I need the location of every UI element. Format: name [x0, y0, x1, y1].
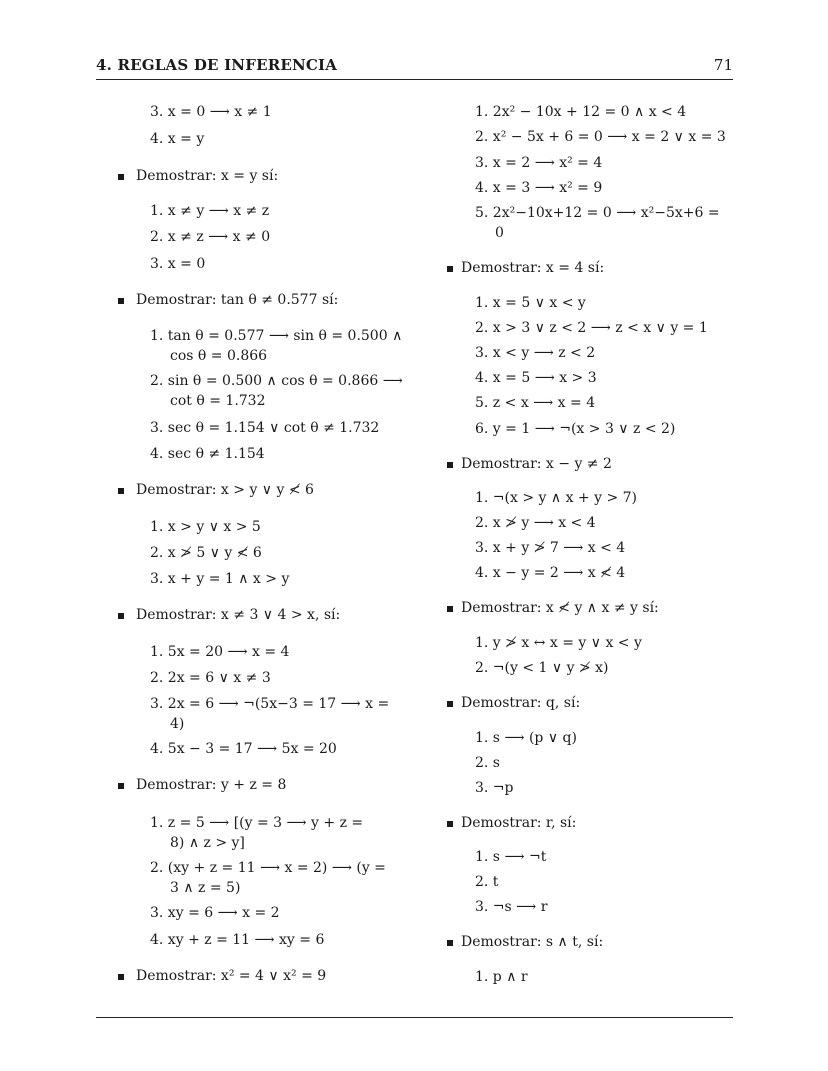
premise-line: 2. s — [475, 755, 500, 771]
premise-line: 1. s ⟶ ¬t — [475, 849, 547, 865]
exercise-heading: Demostrar: x = 4 sí: — [461, 260, 605, 276]
premise-line: 1. tan θ = 0.577 ⟶ sin θ = 0.500 ∧ — [150, 328, 403, 344]
exercise-heading: Demostrar: x ≮ y ∧ x ≠ y sí: — [461, 600, 659, 616]
premise-line: 1. s ⟶ (p ∨ q) — [475, 730, 577, 746]
premise-line: 2. x ≠ z ⟶ x ≠ 0 — [150, 229, 271, 245]
bullet-marker — [447, 266, 453, 272]
bullet-marker — [447, 940, 453, 946]
footer-rule — [96, 1017, 733, 1018]
premise-line: 2. 2x = 6 ∨ x ≠ 3 — [150, 670, 271, 686]
premise-line: 2. x² − 5x + 6 = 0 ⟶ x = 2 ∨ x = 3 — [475, 129, 726, 145]
premise-line: 5. z < x ⟶ x = 4 — [475, 395, 596, 411]
premise-line: 4. x = 5 ⟶ x > 3 — [475, 370, 597, 386]
exercise-heading: Demostrar: x² = 4 ∨ x² = 9 — [136, 968, 327, 984]
bullet-marker — [118, 298, 124, 304]
premise-line: 2. t — [475, 874, 499, 890]
premise-line: 3. sec θ = 1.154 ∨ cot θ ≠ 1.732 — [150, 420, 380, 436]
exercise-heading: Demostrar: r, sí: — [461, 815, 577, 831]
bullet-marker — [118, 783, 124, 789]
premise-line: 3. x < y ⟶ z < 2 — [475, 345, 596, 361]
premise-line: 3. xy = 6 ⟶ x = 2 — [150, 905, 280, 921]
premise-line: 3. x = 2 ⟶ x² = 4 — [475, 155, 603, 171]
exercise-heading: Demostrar: q, sí: — [461, 695, 581, 711]
premise-line: cot θ = 1.732 — [170, 393, 266, 409]
bullet-marker — [118, 174, 124, 180]
exercise-heading: Demostrar: x ≠ 3 ∨ 4 > x, sí: — [136, 607, 341, 623]
premise-line: 0 — [495, 225, 504, 241]
premise-line: 4. xy + z = 11 ⟶ xy = 6 — [150, 932, 325, 948]
premise-line: 1. x > y ∨ x > 5 — [150, 519, 261, 535]
premise-line: 1. x = 5 ∨ x < y — [475, 295, 586, 311]
premise-line: 4. 5x − 3 = 17 ⟶ 5x = 20 — [150, 741, 337, 757]
premise-line: 4. x = 3 ⟶ x² = 9 — [475, 180, 603, 196]
exercise-heading: Demostrar: x = y sí: — [136, 168, 279, 184]
section-title: 4. REGLAS DE INFERENCIA — [96, 56, 338, 74]
exercise-heading: Demostrar: y + z = 8 — [136, 777, 287, 793]
exercise-heading: Demostrar: tan θ ≠ 0.577 sí: — [136, 292, 339, 308]
premise-line: 3. x + y = 1 ∧ x > y — [150, 571, 290, 587]
page-header — [96, 55, 733, 80]
premise-line: 2. x ≯ 5 ∨ y ≮ 6 — [150, 545, 262, 561]
premise-line: 6. y = 1 ⟶ ¬(x > 3 ∨ z < 2) — [475, 421, 676, 437]
premise-line: 2. x > 3 ∨ z < 2 ⟶ z < x ∨ y = 1 — [475, 320, 708, 336]
premise-line: 3. x = 0 — [150, 256, 206, 272]
bullet-marker — [447, 462, 453, 468]
premise-line: 4. x = y — [150, 131, 205, 147]
exercise-heading: Demostrar: x > y ∨ y ≮ 6 — [136, 482, 314, 498]
premise-line: 1. ¬(x > y ∧ x + y > 7) — [475, 490, 638, 506]
premise-line: 2. x ≯ y ⟶ x < 4 — [475, 515, 596, 531]
premise-line: 4) — [170, 716, 185, 732]
premise-line: 8) ∧ z > y] — [170, 835, 245, 851]
premise-line: 1. y ≯ x ↔ x = y ∨ x < y — [475, 635, 642, 651]
premise-line: 1. 5x = 20 ⟶ x = 4 — [150, 644, 290, 660]
premise-line: 5. 2x²−10x+12 = 0 ⟶ x²−5x+6 = — [475, 205, 720, 221]
bullet-marker — [118, 974, 124, 980]
premise-line: 2. sin θ = 0.500 ∧ cos θ = 0.866 ⟶ — [150, 373, 403, 389]
premise-line: 1. x ≠ y ⟶ x ≠ z — [150, 203, 270, 219]
bullet-marker — [447, 606, 453, 612]
premise-line: 2. (xy + z = 11 ⟶ x = 2) ⟶ (y = — [150, 860, 386, 876]
premise-line: 3 ∧ z = 5) — [170, 880, 241, 896]
bullet-marker — [118, 613, 124, 619]
premise-line: 1. p ∧ r — [475, 969, 528, 985]
bullet-marker — [447, 701, 453, 707]
premise-line: 3. ¬p — [475, 780, 514, 796]
premise-line: 1. 2x² − 10x + 12 = 0 ∧ x < 4 — [475, 104, 687, 120]
premise-line: 2. ¬(y < 1 ∨ y ≯ x) — [475, 660, 609, 676]
premise-line: 1. z = 5 ⟶ [(y = 3 ⟶ y + z = — [150, 815, 364, 831]
premise-line: 3. ¬s ⟶ r — [475, 899, 548, 915]
premise-line: 3. 2x = 6 ⟶ ¬(5x−3 = 17 ⟶ x = — [150, 696, 390, 712]
exercise-heading: Demostrar: x − y ≠ 2 — [461, 456, 612, 472]
exercise-heading: Demostrar: s ∧ t, sí: — [461, 934, 604, 950]
page-number: 71 — [713, 56, 733, 74]
premise-line: 4. x − y = 2 ⟶ x ≮ 4 — [475, 565, 626, 581]
premise-line: 3. x = 0 ⟶ x ≠ 1 — [150, 104, 272, 120]
premise-line: 3. x + y ≯ 7 ⟶ x < 4 — [475, 540, 626, 556]
bullet-marker — [118, 488, 124, 494]
premise-line: 4. sec θ ≠ 1.154 — [150, 446, 265, 462]
premise-line: cos θ = 0.866 — [170, 348, 268, 364]
bullet-marker — [447, 821, 453, 827]
